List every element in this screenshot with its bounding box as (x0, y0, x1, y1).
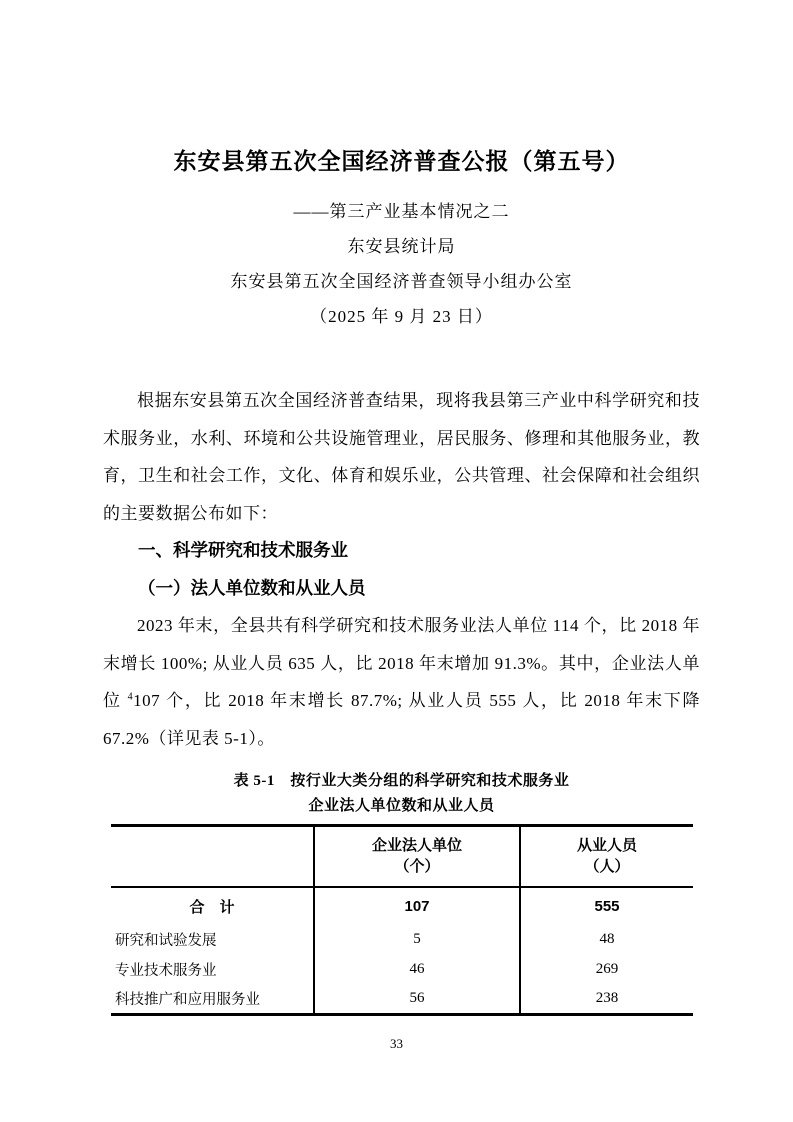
header-cell-units: 企业法人单位 （个） (314, 826, 520, 887)
document-title: 东安县第五次全国经济普查公报（第五号） (173, 149, 630, 174)
table-row (111, 955, 693, 985)
table-row-total (111, 887, 693, 925)
document-content (103, 146, 700, 1016)
row-units-value: 5 (314, 925, 520, 955)
row-label: 专业技术服务业 (115, 963, 217, 979)
page-number: 33 (390, 1036, 403, 1051)
statistics-text-part1: 2023 年末，全县共有科学研究和技术服务业法人单位 114 个，比 2018 年末增长 100%; 从业人员 635 人，比 2018 年末增加 91.3%。其中，企业法人单位 (103, 616, 700, 710)
table-row (111, 925, 693, 955)
statistics-table (111, 824, 693, 1016)
issuer-statistics-bureau: 东安县统计局 (347, 237, 456, 256)
row-persons-value: 269 (520, 955, 693, 985)
row-units-value: 56 (314, 985, 520, 1015)
row-label: 科技推广和应用服务业 (115, 992, 260, 1009)
table-header-row (111, 826, 693, 887)
row-persons-value: 238 (520, 985, 693, 1015)
table-title-line2: 企业法人单位数和从业人员 (308, 798, 495, 814)
document-date: （2025 年 9 月 23 日） (310, 307, 493, 326)
table-title-line1: 表 5-1 按行业大类分组的科学研究和技术服务业 (233, 773, 570, 789)
document-subtitle: ——第三产业基本情况之二 (293, 202, 510, 221)
header-cell-persons: 从业人员 （人） (520, 826, 693, 887)
header-cell-empty (111, 826, 314, 887)
row-label: 研究和试验发展 (115, 933, 217, 949)
issuer-census-leading-group: 东安县第五次全国经济普查领导小组办公室 (230, 272, 573, 291)
table-title (103, 769, 700, 819)
table-row (111, 985, 693, 1015)
row-label: 合 计 (189, 898, 235, 916)
statistics-text-part2: 107 个，比 2018 年末增长 87.7%; 从业人员 555 人，比 2018 年末下降 67.2%（详见表 5-1）。 (103, 691, 700, 748)
statistics-paragraph (103, 607, 700, 757)
footnote-marker: 4 (127, 691, 134, 703)
row-units-value: 107 (314, 887, 520, 925)
section-1-subheading: （一）法人单位数和从业人员 (138, 577, 366, 598)
intro-paragraph: 根据东安县第五次全国经济普查结果，现将我县第三产业中科学研究和技术服务业，水利、环境和公共设施管理业，居民服务、修理和其他服务业，教育，卫生和社会工作，文化、体育和娱乐业，公共管理、社会保障和社会组织的主要数据公布如下： (103, 391, 700, 523)
row-units-value: 46 (314, 955, 520, 985)
section-1-heading: 一、科学研究和技术服务业 (138, 540, 348, 560)
row-persons-value: 555 (520, 887, 693, 925)
row-persons-value: 48 (520, 925, 693, 955)
